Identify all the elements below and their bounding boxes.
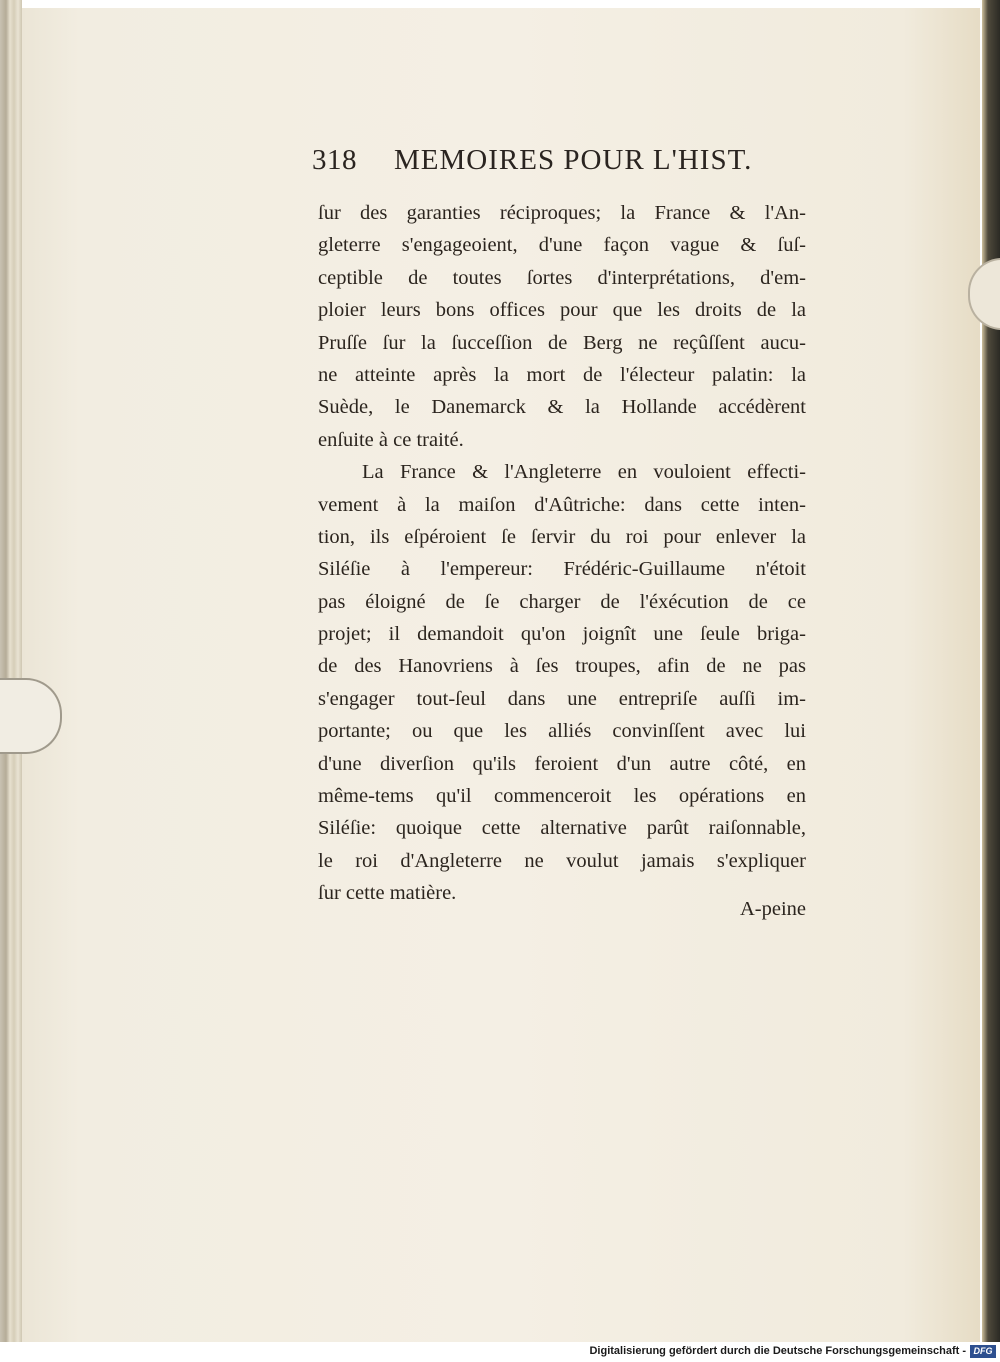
text-line: tion, ils eſpéroient ſe ſervir du roi pour enlever la <box>318 525 806 548</box>
text-line: ſur des garanties réciproques; la France & l'An- <box>318 202 806 224</box>
paragraph-1 <box>318 197 806 456</box>
text-line: le roi d'Angleterre ne voulut jamais s'expliquer <box>318 849 806 872</box>
text-block <box>318 197 806 910</box>
running-head: MEMOIRES POUR L'HIST. <box>394 144 753 176</box>
text-line: projet; il demandoit qu'on joignît une ſeule briga- <box>318 623 806 646</box>
text-line: ne atteinte après la mort de l'électeur palatin: la <box>318 363 806 386</box>
text-line: ſur cette matière. <box>318 882 457 905</box>
text-line: s'engager tout-ſeul dans une entrepriſe auſſi im- <box>318 687 806 710</box>
text-line: Suède, le Danemarck & la Hollande accédèrent <box>318 396 806 419</box>
text-line: d'une diverſion qu'ils feroient d'un autre côté, en <box>318 752 806 775</box>
text-line: La France & l'Angleterre en vouloient effecti- <box>362 461 806 484</box>
book-left-edge <box>0 0 22 1342</box>
footer-credit: Digitalisierung gefördert durch die Deutsche Forschungsgemeinschaft - <box>589 1345 966 1357</box>
text-line: enſuite à ce traité. <box>318 428 464 451</box>
page-header <box>312 144 812 188</box>
page-number: 318 <box>312 144 357 176</box>
catchword: A-peine <box>739 898 806 920</box>
text-line: Pruſſe ſur la ſucceſſion de Berg ne reçûſſent aucu- <box>318 331 806 354</box>
text-line: de des Hanovriens à ſes troupes, afin de ne pas <box>318 655 806 678</box>
text-line: gleterre s'engageoient, d'une façon vague & ſuſ- <box>318 234 806 257</box>
footer-bar <box>0 1342 1000 1362</box>
text-line: ploier leurs bons offices pour que les droits de la <box>318 299 806 322</box>
dfg-logo-icon: DFG <box>970 1345 996 1358</box>
text-line: portante; ou que les alliés convinſſent avec lui <box>318 720 806 743</box>
book-right-edge <box>982 0 1000 1342</box>
text-line: même-tems qu'il commenceroit les opérations en <box>318 785 806 808</box>
paragraph-2 <box>318 456 806 909</box>
text-line: Siléſie: quoique cette alternative parût raiſonnable, <box>318 817 806 840</box>
text-line: vement à la maiſon d'Aûtriche: dans cette inten- <box>318 493 806 516</box>
text-line: ceptible de toutes ſortes d'interprétations, d'em- <box>318 266 806 289</box>
text-line: Siléſie à l'empereur: Frédéric-Guillaume n'étoit <box>318 558 806 581</box>
text-line: pas éloigné de ſe charger de l'éxécution de ce <box>318 590 806 613</box>
